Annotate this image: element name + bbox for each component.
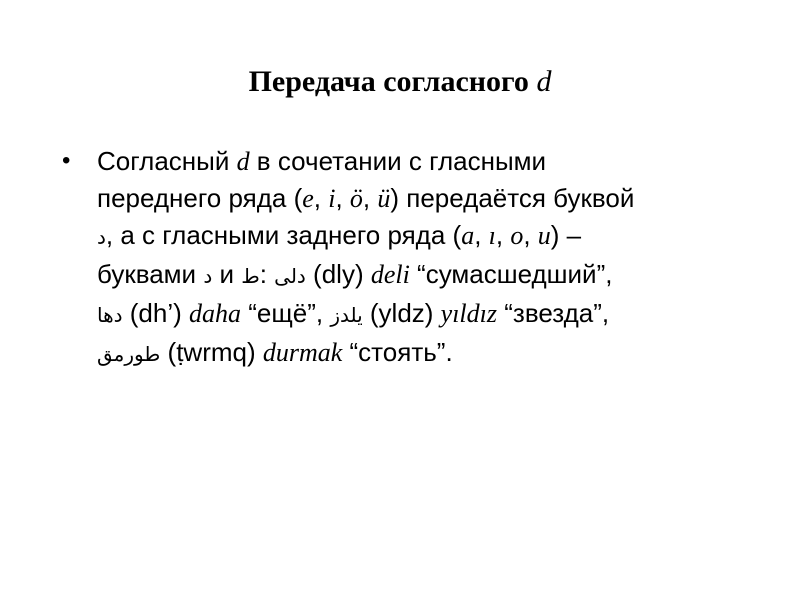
text-segment: ) – — [550, 220, 582, 250]
arabic-letter-dal: د — [203, 264, 213, 288]
turkish-word-deli: deli — [370, 260, 410, 289]
text-segment: переднего ряда ( — [97, 183, 303, 213]
text-segment: , — [495, 220, 511, 250]
text-segment: , — [523, 220, 538, 250]
bullet-text — [97, 143, 787, 373]
transliteration: (yldz) — [362, 298, 441, 328]
text-segment: : — [259, 259, 275, 289]
vowel-i: i — [328, 184, 336, 213]
text-line-1 — [97, 143, 787, 180]
arabic-letter-dal: د — [97, 225, 106, 249]
transliteration: (ṭwrmq) — [160, 337, 263, 367]
bullet-icon: • — [62, 147, 71, 174]
title-text: Передача согласного — [248, 65, 529, 98]
text-segment: ) передаётся буквой — [390, 183, 635, 213]
slide-title — [0, 62, 800, 102]
text-line-6 — [97, 334, 787, 373]
text-segment: и — [212, 259, 242, 289]
text-segment: в сочетании с гласными — [249, 146, 547, 176]
transliteration: (dly) — [305, 259, 371, 289]
text-line-2 — [97, 180, 787, 217]
translation: “ещё”, — [241, 298, 331, 328]
italic-letter: d — [236, 147, 250, 176]
text-line-4 — [97, 256, 787, 295]
turkish-word-daha: daha — [189, 299, 242, 328]
arabic-word-yildiz: یلدز — [330, 303, 363, 327]
text-segment: буквами — [97, 259, 204, 289]
turkish-word-durmak: durmak — [262, 338, 343, 367]
turkish-word-yildiz: yıldız — [440, 299, 498, 328]
vowel-dotless-i: ı — [488, 221, 496, 250]
arabic-letter-ta: ط — [241, 264, 260, 288]
arabic-word-deli: دلی — [274, 264, 306, 288]
text-segment: Согласный — [97, 146, 237, 176]
vowel-o-umlaut: ö — [349, 184, 363, 213]
vowel-u: u — [537, 221, 551, 250]
text-segment: , — [362, 183, 378, 213]
title-letter: d — [536, 65, 552, 98]
text-segment: , — [335, 183, 350, 213]
translation: “стоять”. — [342, 337, 453, 367]
vowel-e: e — [302, 184, 314, 213]
text-line-3 — [97, 217, 787, 256]
vowel-o: o — [510, 221, 524, 250]
arabic-word-durmak: طورمق — [97, 342, 161, 366]
text-line-5 — [97, 295, 787, 334]
text-segment: , — [313, 183, 329, 213]
text-segment: , а с гласными заднего ряда ( — [105, 220, 462, 250]
vowel-a: a — [461, 221, 475, 250]
translation: “сумасшедший”, — [409, 259, 613, 289]
vowel-u-umlaut: ü — [377, 184, 391, 213]
transliteration: (dh’) — [122, 298, 190, 328]
arabic-word-daha: دها — [97, 303, 123, 327]
text-segment: , — [474, 220, 489, 250]
translation: “звезда”, — [497, 298, 610, 328]
